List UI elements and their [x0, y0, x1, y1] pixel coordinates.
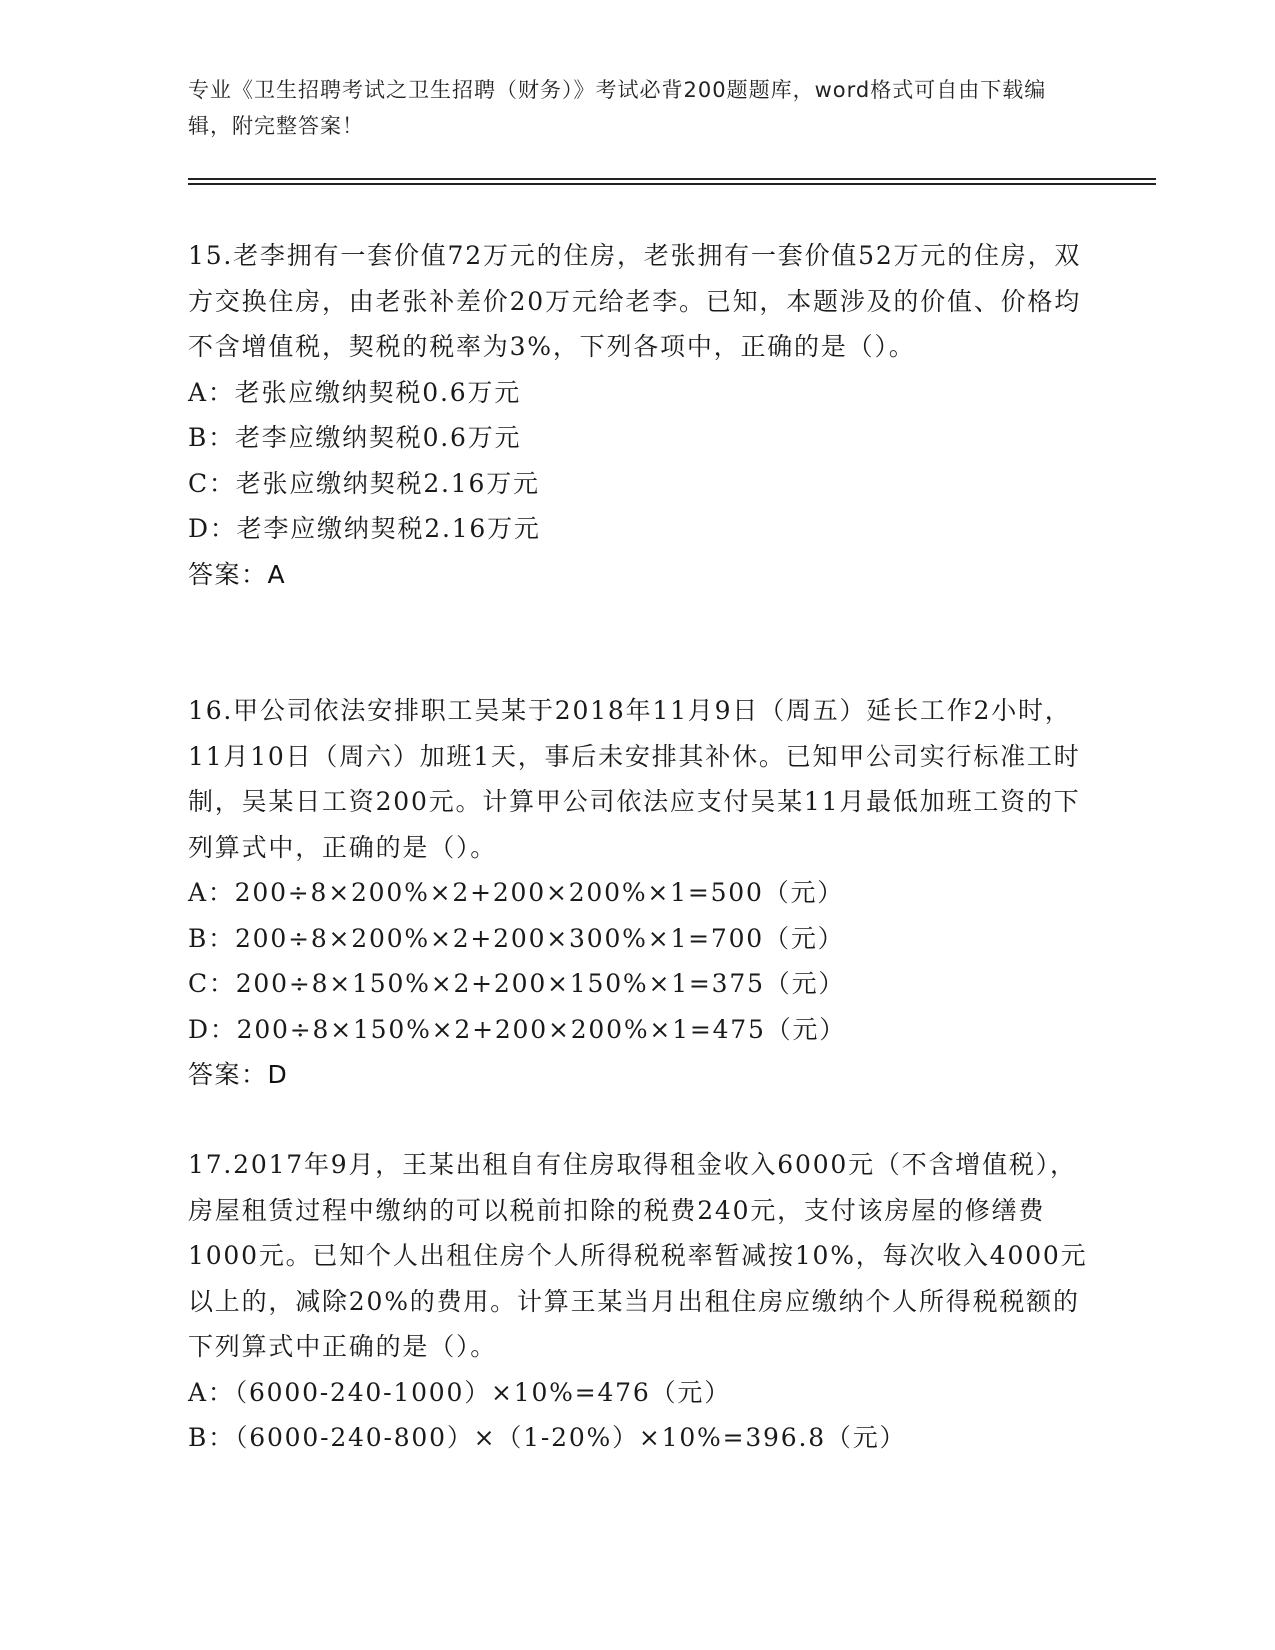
option-a: A：200÷8×200%×2+200×200%×1=500（元）	[188, 878, 845, 907]
question-stem: 17.2017年9月，王某出租自有住房取得租金收入6000元（不含增值税），房屋租赁过程中缴纳的可以税前扣除的税费240元，支付该房屋的修缮费1000元。已知个人出租住房个人所得税税率暂减按10%，每次收入4000元以上的，减除20%的费用。计算王某当月出租住房应缴纳个人所得税税额的下列算式中正确的是（）。	[188, 1150, 1088, 1361]
option-c: C：200÷8×150%×2+200×150%×1=375（元）	[188, 969, 846, 998]
header-divider-top	[188, 178, 1156, 180]
option-b: B：（6000-240-800）×（1-20%）×10%=396.8（元）	[188, 1423, 907, 1452]
answer: 答案：D	[188, 1060, 289, 1089]
option-b: B：老李应缴纳契税0.6万元	[188, 423, 522, 452]
header-divider-bottom	[188, 183, 1156, 185]
option-c: C：老张应缴纳契税2.16万元	[188, 468, 540, 498]
question-16	[188, 688, 1088, 1098]
option-a: A：（6000-240-1000）×10%=476（元）	[188, 1377, 731, 1407]
option-a: A：老张应缴纳契税0.6万元	[188, 377, 522, 407]
option-b: B：200÷8×200%×2+200×300%×1=700（元）	[188, 923, 845, 953]
question-stem: 16.甲公司依法安排职工吴某于2018年11月9日（周五）延长工作2小时，11月10日（周六）加班1天，事后未安排其补休。已知甲公司实行标准工时制，吴某日工资200元。计算甲公司依法应支付吴某11月最低加班工资的下列算式中，正确的是（）。	[188, 696, 1081, 862]
question-stem: 15.老李拥有一套价值72万元的住房，老张拥有一套价值52万元的住房，双方交换住房，由老张补差价20万元给老李。已知，本题涉及的价值、价格均不含增值税，契税的税率为3%，下列各项中，正确的是（）。	[188, 241, 1082, 361]
document-header: 专业《卫生招聘考试之卫生招聘（财务）》考试必背200题题库，word格式可自由下载编辑，附完整答案！	[188, 78, 1047, 138]
option-d: D：200÷8×150%×2+200×200%×1=475（元）	[188, 1014, 847, 1044]
question-15	[188, 233, 1088, 597]
answer: 答案：A	[188, 559, 287, 589]
question-17	[188, 1142, 1088, 1461]
option-d: D：老李应缴纳契税2.16万元	[188, 514, 541, 543]
